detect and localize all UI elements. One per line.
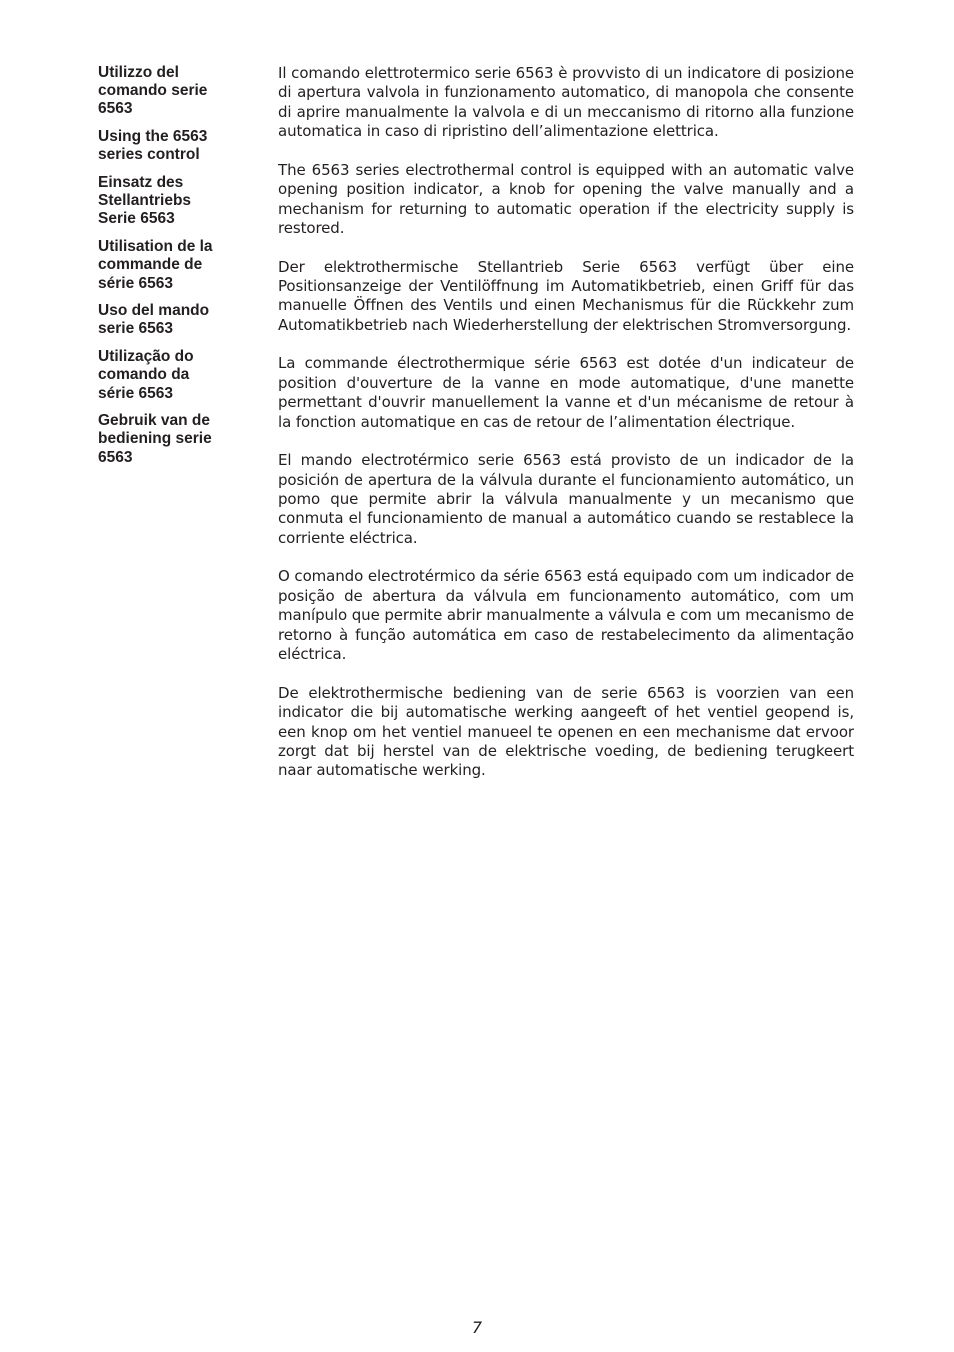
body-text bbox=[278, 64, 854, 800]
paragraph-dutch: De elektrothermische bediening van de serie 6563 is voorzien van een indicator die bij automatische werking aangeeft of het ventiel geopend is, een knop om het ventiel manueel te openen en een mechanisme dat ervoor zorgt dat bij herstel van de elektrische voeding, de bediening terugkeert naar automatische werking. bbox=[278, 683, 854, 780]
paragraph-portuguese: O comando electrotérmico da série 6563 está equipado com um indicador de posição de abertura da válvula em funcionamento automático, com um manípulo que permite abrir manualmente a válvula e com um mecanismo de retorno à função automática em caso de restabelecimento da alimentação eléctrica. bbox=[278, 567, 854, 664]
paragraph-italian: Il comando elettrotermico serie 6563 è provvisto di un indicatore di posizione di apertura valvola in funzionamento automatico, di manopola che consente di aprire manualmente la valvola e di un meccanismo di ritorno alla funzione automatica in caso di ripristino dell’alimentazione elettrica. bbox=[278, 64, 854, 141]
heading-english: Using the 6563 series control bbox=[98, 128, 208, 164]
sidebar-headings bbox=[98, 64, 248, 476]
paragraph-german: Der elektrothermische Stellantrieb Serie 6563 verfügt über eine Positionsanzeige der Ventilöffnung im Automatikbetrieb, einen Griff für das manuelle Öffnen des Ventils und einen Mechanismus für die Rückkehr zum Automatikbetrieb nach Wiederherstellung der elektrischen Stromversorgung. bbox=[278, 257, 854, 334]
heading-portuguese: Utilização do comando da série 6563 bbox=[98, 348, 194, 402]
heading-dutch: Gebruik van de bediening serie 6563 bbox=[98, 412, 212, 466]
heading-german: Einsatz des Stellantriebs Serie 6563 bbox=[98, 174, 192, 228]
heading-italian: Utilizzo del comando serie 6563 bbox=[98, 64, 208, 118]
paragraph-english: The 6563 series electrothermal control is equipped with an automatic valve opening position indicator, a knob for opening the valve manually and a mechanism for returning to automatic operation if the electricity supply is restored. bbox=[278, 160, 854, 238]
page-number: 7 bbox=[471, 1318, 483, 1337]
paragraph-french: La commande électrothermique série 6563 est dotée d'un indicateur de position d'ouverture de la vanne en mode automatique, d'une manette permettant d'ouvrir manuellement la vanne et d'un mécanisme de retour à la fonction automatique en cas de retour de l’alimentation électrique. bbox=[278, 354, 854, 431]
heading-french: Utilisation de la commande de série 6563 bbox=[98, 238, 213, 292]
paragraph-spanish: El mando electrotérmico serie 6563 está provisto de un indicador de la posición de apertura de la válvula durante el funcionamiento automático, un pomo que permite abrir la válvula manualmente y un mecanismo que conmuta el funcionamiento de manual a automático cuando se restablece la corriente eléctrica. bbox=[278, 451, 854, 547]
heading-spanish: Uso del mando serie 6563 bbox=[98, 302, 210, 338]
